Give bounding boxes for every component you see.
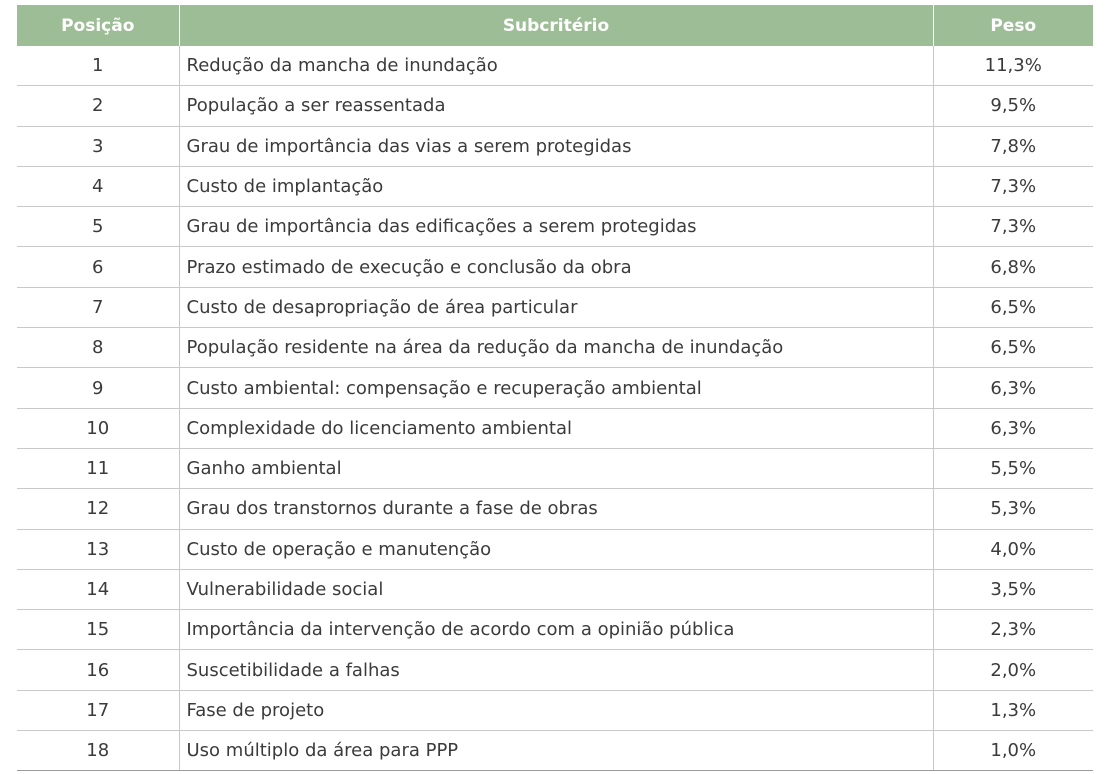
cell-posicao: 14	[17, 569, 179, 609]
cell-subcriterio: Vulnerabilidade social	[179, 569, 933, 609]
table-row	[17, 126, 1093, 166]
table-row	[17, 46, 1093, 86]
cell-peso: 7,3%	[933, 166, 1093, 206]
cell-subcriterio: Importância da intervenção de acordo com a opinião pública	[179, 610, 933, 650]
header-posicao: Posição	[17, 5, 179, 46]
cell-subcriterio: Ganho ambiental	[179, 448, 933, 488]
cell-posicao: 13	[17, 529, 179, 569]
table-row	[17, 408, 1093, 448]
table-row	[17, 650, 1093, 690]
cell-posicao: 11	[17, 448, 179, 488]
cell-peso: 7,8%	[933, 126, 1093, 166]
cell-peso: 6,5%	[933, 287, 1093, 327]
table-row	[17, 489, 1093, 529]
cell-peso: 6,8%	[933, 247, 1093, 287]
cell-peso: 2,3%	[933, 610, 1093, 650]
cell-peso: 4,0%	[933, 529, 1093, 569]
header-subcriterio: Subcritério	[179, 5, 933, 46]
cell-peso: 5,5%	[933, 448, 1093, 488]
cell-subcriterio: Custo de operação e manutenção	[179, 529, 933, 569]
table-row	[17, 247, 1093, 287]
table-row	[17, 610, 1093, 650]
cell-subcriterio: Prazo estimado de execução e conclusão da obra	[179, 247, 933, 287]
subcriteria-weight-table-container	[17, 5, 1093, 771]
cell-subcriterio: Grau de importância das edificações a serem protegidas	[179, 207, 933, 247]
cell-posicao: 1	[17, 46, 179, 86]
cell-posicao: 9	[17, 368, 179, 408]
table-row	[17, 569, 1093, 609]
cell-subcriterio: Custo de desapropriação de área particular	[179, 287, 933, 327]
table-row	[17, 287, 1093, 327]
table-row	[17, 731, 1093, 771]
cell-peso: 6,5%	[933, 328, 1093, 368]
cell-subcriterio: Grau dos transtornos durante a fase de obras	[179, 489, 933, 529]
cell-subcriterio: Suscetibilidade a falhas	[179, 650, 933, 690]
cell-peso: 6,3%	[933, 368, 1093, 408]
header-peso: Peso	[933, 5, 1093, 46]
cell-posicao: 10	[17, 408, 179, 448]
table-header	[17, 5, 1093, 46]
cell-posicao: 3	[17, 126, 179, 166]
cell-posicao: 7	[17, 287, 179, 327]
cell-subcriterio: Redução da mancha de inundação	[179, 46, 933, 86]
cell-subcriterio: Uso múltiplo da área para PPP	[179, 731, 933, 771]
cell-posicao: 15	[17, 610, 179, 650]
table-row	[17, 368, 1093, 408]
cell-subcriterio: Fase de projeto	[179, 690, 933, 730]
subcriteria-weight-table	[17, 5, 1093, 771]
cell-peso: 2,0%	[933, 650, 1093, 690]
table-row	[17, 207, 1093, 247]
table-row	[17, 166, 1093, 206]
cell-subcriterio: Grau de importância das vias a serem protegidas	[179, 126, 933, 166]
table-row	[17, 86, 1093, 126]
cell-posicao: 6	[17, 247, 179, 287]
cell-posicao: 5	[17, 207, 179, 247]
table-row	[17, 529, 1093, 569]
table-row	[17, 690, 1093, 730]
cell-subcriterio: População a ser reassentada	[179, 86, 933, 126]
cell-subcriterio: Custo ambiental: compensação e recuperação ambiental	[179, 368, 933, 408]
cell-posicao: 4	[17, 166, 179, 206]
cell-subcriterio: Complexidade do licenciamento ambiental	[179, 408, 933, 448]
cell-peso: 3,5%	[933, 569, 1093, 609]
cell-peso: 1,3%	[933, 690, 1093, 730]
table-row	[17, 328, 1093, 368]
cell-peso: 5,3%	[933, 489, 1093, 529]
cell-posicao: 18	[17, 731, 179, 771]
cell-peso: 1,0%	[933, 731, 1093, 771]
table-row	[17, 448, 1093, 488]
table-body	[17, 46, 1093, 771]
cell-peso: 7,3%	[933, 207, 1093, 247]
cell-posicao: 8	[17, 328, 179, 368]
cell-posicao: 2	[17, 86, 179, 126]
cell-peso: 6,3%	[933, 408, 1093, 448]
cell-peso: 9,5%	[933, 86, 1093, 126]
cell-posicao: 17	[17, 690, 179, 730]
cell-subcriterio: População residente na área da redução da mancha de inundação	[179, 328, 933, 368]
cell-subcriterio: Custo de implantação	[179, 166, 933, 206]
cell-posicao: 16	[17, 650, 179, 690]
header-row	[17, 5, 1093, 46]
cell-peso: 11,3%	[933, 46, 1093, 86]
cell-posicao: 12	[17, 489, 179, 529]
